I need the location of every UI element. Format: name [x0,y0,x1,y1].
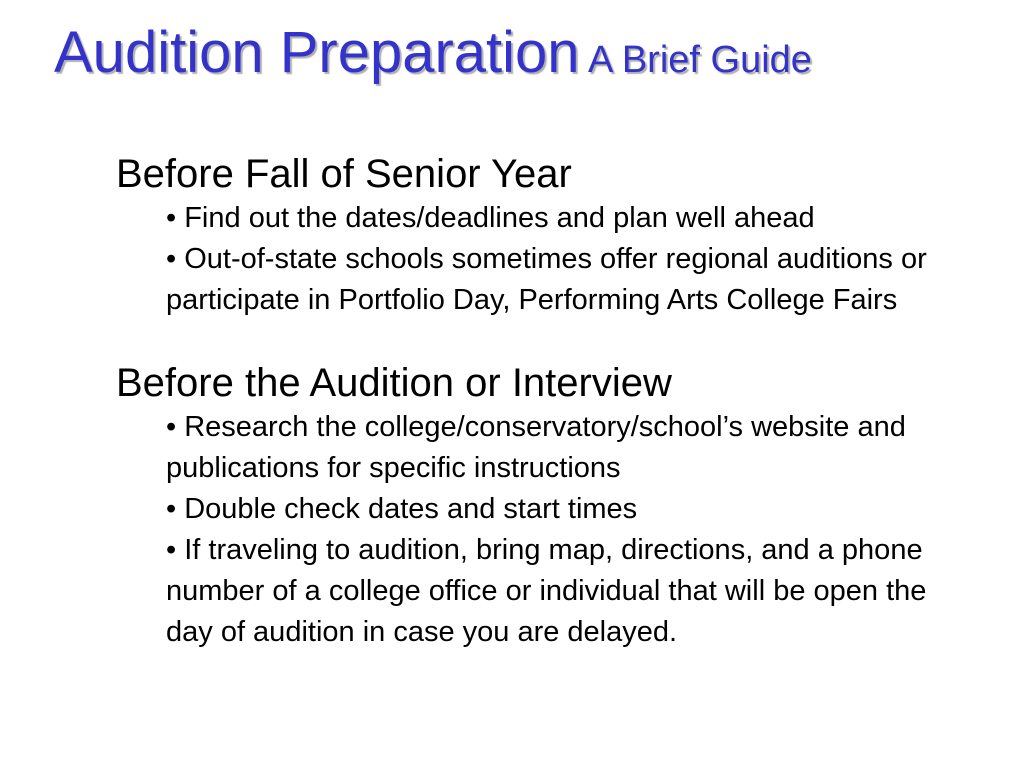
title-subtitle: A Brief Guide [588,39,812,81]
bullet-item [166,239,966,321]
bullet-list [166,407,986,653]
bullet-text: Double check dates and start times [184,493,638,525]
bullet-item [166,530,966,653]
bullet-text: Research the college/conservatory/school’s website and publications for specific instructions [166,411,906,484]
bullet-item [166,198,966,239]
section-heading: Before the Audition or Interview [116,361,672,405]
slide-title [54,20,812,85]
bullet-text: Find out the dates/deadlines and plan well ahead [184,202,815,234]
bullet-marker: • [166,493,177,525]
title-main: Audition Preparation [54,20,580,85]
bullet-list [166,198,986,321]
bullet-item [166,489,966,530]
section-before-fall [116,150,986,321]
bullet-text: If traveling to audition, bring map, directions, and a phone number of a college office or individual that will be open the day of audition in case you are delayed. [166,534,927,648]
section-heading: Before Fall of Senior Year [116,152,572,196]
bullet-marker: • [166,411,177,443]
bullet-item [166,407,966,489]
bullet-marker: • [166,243,177,275]
slide-content [116,150,986,653]
bullet-marker: • [166,202,177,234]
bullet-marker: • [166,534,177,566]
section-before-audition [116,359,986,653]
bullet-text: Out-of-state schools sometimes offer regional auditions or participate in Portfolio Day, Performing Arts College Fairs [166,243,927,316]
